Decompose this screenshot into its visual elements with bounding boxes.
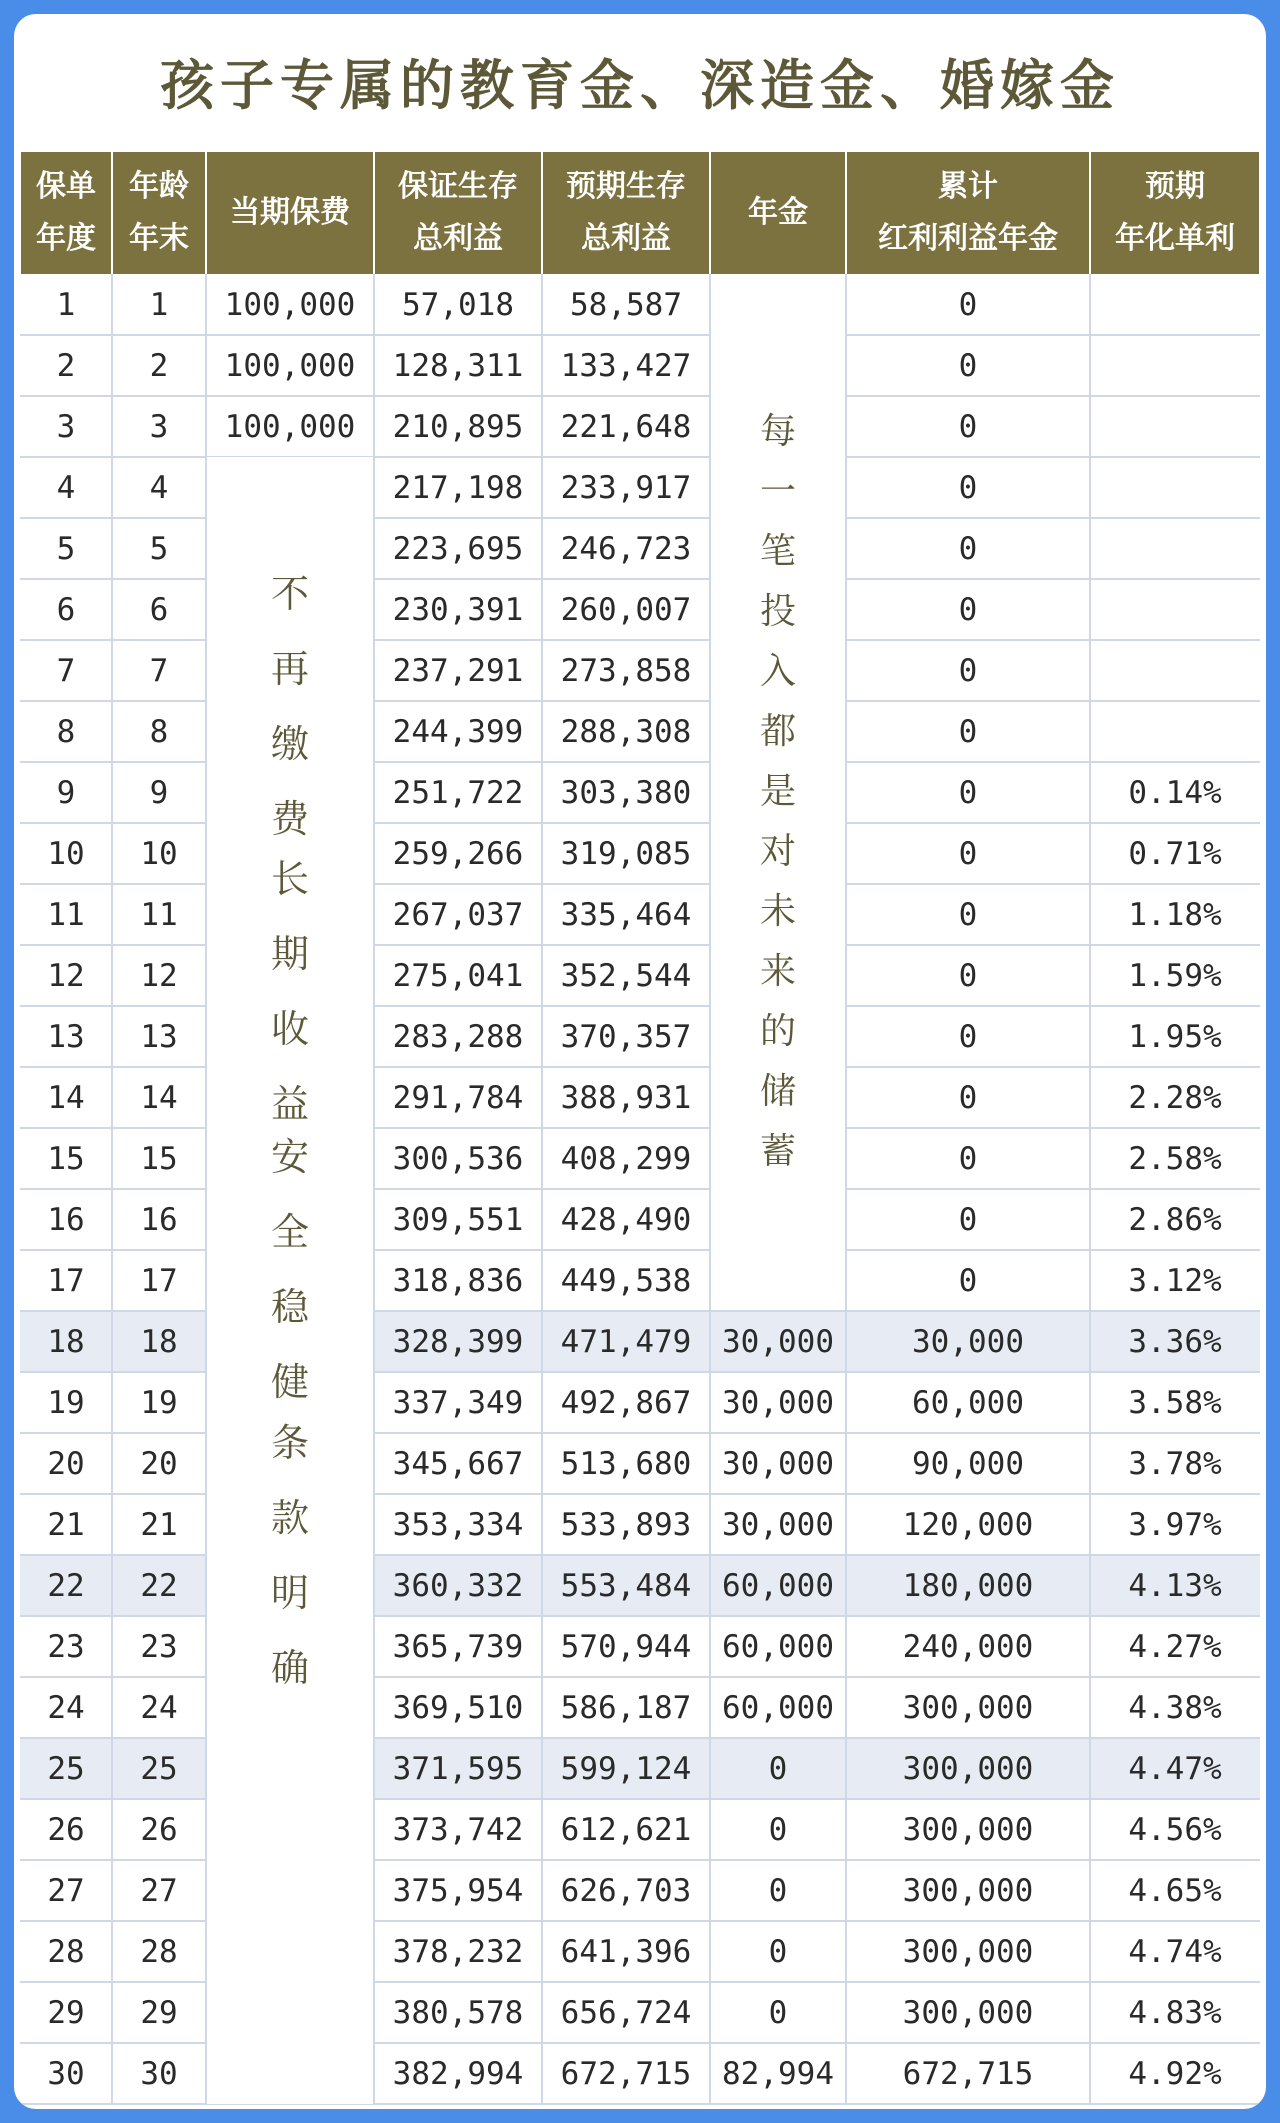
cell-policy-year: 10 <box>47 835 85 872</box>
cell-expected-benefit: 471,479 <box>560 1323 692 1360</box>
cell-age: 5 <box>149 530 169 567</box>
cell-cumulative-annuity: 0 <box>958 774 978 811</box>
cell-cumulative-annuity: 120,000 <box>902 1506 1034 1543</box>
cell-expected-benefit: 246,723 <box>560 530 692 567</box>
header-premium <box>207 152 373 274</box>
cell-annual-rate: 4.13% <box>1128 1567 1222 1604</box>
cell-age: 23 <box>140 1628 178 1665</box>
cell-annuity: 30,000 <box>722 1384 834 1421</box>
cell-annuity: 0 <box>768 1750 788 1787</box>
cell-guaranteed-benefit: 300,536 <box>392 1140 524 1177</box>
cell-cumulative-annuity: 0 <box>958 286 978 323</box>
header-age <box>113 152 205 274</box>
cell-cumulative-annuity: 90,000 <box>912 1445 1024 1482</box>
cell-annuity: 60,000 <box>722 1567 834 1604</box>
benefit-table <box>20 152 1260 2104</box>
cell-annual-rate: 0.71% <box>1128 835 1222 872</box>
cell-age: 15 <box>140 1140 178 1177</box>
cell-guaranteed-benefit: 275,041 <box>392 957 524 994</box>
cell-expected-benefit: 513,680 <box>560 1445 692 1482</box>
cell-policy-year: 23 <box>47 1628 85 1665</box>
cell-cumulative-annuity: 300,000 <box>902 1872 1034 1909</box>
cell-expected-benefit: 428,490 <box>560 1201 692 1238</box>
cell-guaranteed-benefit: 345,667 <box>392 1445 524 1482</box>
cell-annuity: 30,000 <box>722 1506 834 1543</box>
cell-policy-year: 29 <box>47 1994 85 2031</box>
cell-cumulative-annuity: 300,000 <box>902 1811 1034 1848</box>
cell-age: 11 <box>140 896 178 933</box>
header-line: 年化单利 <box>1115 221 1235 256</box>
cell-annual-rate <box>1090 335 1260 396</box>
header-guaranteed-benefit <box>375 152 541 274</box>
cell-annual-rate: 1.18% <box>1128 896 1222 933</box>
header-line: 年龄 <box>129 169 189 204</box>
cell-cumulative-annuity: 0 <box>958 1262 978 1299</box>
cell-policy-year: 2 <box>56 347 76 384</box>
header-line: 预期生存 <box>566 169 686 204</box>
header-line: 当期保费 <box>230 195 350 230</box>
cell-guaranteed-benefit: 371,595 <box>392 1750 524 1787</box>
cell-annual-rate: 4.92% <box>1128 2055 1222 2092</box>
cell-annual-rate: 3.97% <box>1128 1506 1222 1543</box>
header-cumulative-annuity <box>847 152 1089 274</box>
cell-annuity: 30,000 <box>722 1323 834 1360</box>
cell-policy-year: 30 <box>47 2055 85 2092</box>
cell-premium: 100,000 <box>224 347 356 384</box>
header-line: 总利益 <box>581 221 671 256</box>
cell-guaranteed-benefit: 244,399 <box>392 713 524 750</box>
cell-annual-rate: 4.27% <box>1128 1628 1222 1665</box>
cell-annual-rate: 4.47% <box>1128 1750 1222 1787</box>
header-expected-benefit <box>543 152 709 274</box>
header-line: 年度 <box>36 221 96 256</box>
cell-annual-rate: 4.74% <box>1128 1933 1222 1970</box>
cell-expected-benefit: 273,858 <box>560 652 692 689</box>
cell-expected-benefit: 492,867 <box>560 1384 692 1421</box>
header-line: 红利利益年金 <box>878 221 1058 256</box>
cell-guaranteed-benefit: 380,578 <box>392 1994 524 2031</box>
cell-cumulative-annuity: 240,000 <box>902 1628 1034 1665</box>
cell-guaranteed-benefit: 353,334 <box>392 1506 524 1543</box>
cell-age: 19 <box>140 1384 178 1421</box>
header-line: 保单 <box>36 169 96 204</box>
cell-guaranteed-benefit: 375,954 <box>392 1872 524 1909</box>
cell-annuity: 0 <box>768 1933 788 1970</box>
cell-expected-benefit: 335,464 <box>560 896 692 933</box>
cell-policy-year: 26 <box>47 1811 85 1848</box>
cell-policy-year: 3 <box>56 408 76 445</box>
cell-age: 27 <box>140 1872 178 1909</box>
cell-annuity: 0 <box>768 1811 788 1848</box>
cell-age: 9 <box>149 774 169 811</box>
cell-age: 24 <box>140 1689 178 1726</box>
cell-cumulative-annuity: 60,000 <box>912 1384 1024 1421</box>
cell-policy-year: 8 <box>56 713 76 750</box>
cell-guaranteed-benefit: 128,311 <box>392 347 524 384</box>
cell-annuity: 60,000 <box>722 1628 834 1665</box>
cell-age: 4 <box>149 469 169 506</box>
cell-policy-year: 14 <box>47 1079 85 1116</box>
cell-expected-benefit: 352,544 <box>560 957 692 994</box>
cell-age: 18 <box>140 1323 178 1360</box>
cell-cumulative-annuity: 0 <box>958 591 978 628</box>
cell-age: 25 <box>140 1750 178 1787</box>
cell-guaranteed-benefit: 230,391 <box>392 591 524 628</box>
cell-cumulative-annuity: 0 <box>958 1140 978 1177</box>
cell-expected-benefit: 599,124 <box>560 1750 692 1787</box>
cell-annual-rate: 4.65% <box>1128 1872 1222 1909</box>
cell-expected-benefit: 449,538 <box>560 1262 692 1299</box>
cell-expected-benefit: 570,944 <box>560 1628 692 1665</box>
cell-policy-year: 28 <box>47 1933 85 1970</box>
cell-annual-rate <box>1090 274 1260 335</box>
cell-guaranteed-benefit: 360,332 <box>392 1567 524 1604</box>
cell-expected-benefit: 533,893 <box>560 1506 692 1543</box>
cell-guaranteed-benefit: 365,739 <box>392 1628 524 1665</box>
header-line: 累计 <box>938 169 998 204</box>
header-policy-year <box>21 152 111 274</box>
cell-cumulative-annuity: 300,000 <box>902 1689 1034 1726</box>
cell-annual-rate <box>1090 518 1260 579</box>
cell-age: 8 <box>149 713 169 750</box>
cell-guaranteed-benefit: 291,784 <box>392 1079 524 1116</box>
page-title: 孩子专属的教育金、深造金、婚嫁金 <box>160 54 1120 117</box>
cell-policy-year: 17 <box>47 1262 85 1299</box>
premium-phrase: 不 再 缴 费 <box>270 572 309 841</box>
cell-cumulative-annuity: 672,715 <box>902 2055 1034 2092</box>
cell-expected-benefit: 58,587 <box>570 286 682 323</box>
cell-age: 17 <box>140 1262 178 1299</box>
cell-annual-rate <box>1090 640 1260 701</box>
cell-age: 16 <box>140 1201 178 1238</box>
premium-phrase: 安 全 稳 健 <box>270 1135 309 1404</box>
cell-policy-year: 7 <box>56 652 76 689</box>
cell-age: 1 <box>149 286 169 323</box>
cell-guaranteed-benefit: 378,232 <box>392 1933 524 1970</box>
cell-policy-year: 24 <box>47 1689 85 1726</box>
cell-cumulative-annuity: 300,000 <box>902 1994 1034 2031</box>
cell-age: 3 <box>149 408 169 445</box>
cell-age: 22 <box>140 1567 178 1604</box>
cell-guaranteed-benefit: 251,722 <box>392 774 524 811</box>
cell-expected-benefit: 370,357 <box>560 1018 692 1055</box>
cell-cumulative-annuity: 300,000 <box>902 1750 1034 1787</box>
header-line: 总利益 <box>413 221 503 256</box>
cell-annual-rate: 4.83% <box>1128 1994 1222 2031</box>
cell-annual-rate: 2.86% <box>1128 1201 1222 1238</box>
cell-policy-year: 18 <box>47 1323 85 1360</box>
cell-annual-rate: 2.28% <box>1128 1079 1222 1116</box>
cell-age: 10 <box>140 835 178 872</box>
cell-annual-rate <box>1090 701 1260 762</box>
cell-guaranteed-benefit: 328,399 <box>392 1323 524 1360</box>
cell-guaranteed-benefit: 259,266 <box>392 835 524 872</box>
cell-policy-year: 12 <box>47 957 85 994</box>
cell-guaranteed-benefit: 57,018 <box>402 286 514 323</box>
cell-age: 30 <box>140 2055 178 2092</box>
cell-expected-benefit: 260,007 <box>560 591 692 628</box>
cell-policy-year: 9 <box>56 774 76 811</box>
cell-cumulative-annuity: 0 <box>958 1018 978 1055</box>
cell-annual-rate: 3.12% <box>1128 1262 1222 1299</box>
cell-expected-benefit: 586,187 <box>560 1689 692 1726</box>
cell-expected-benefit: 319,085 <box>560 835 692 872</box>
cell-expected-benefit: 641,396 <box>560 1933 692 1970</box>
cell-age: 21 <box>140 1506 178 1543</box>
header-line: 年末 <box>129 221 189 256</box>
column-divider <box>111 274 113 2104</box>
cell-cumulative-annuity: 0 <box>958 835 978 872</box>
cell-annual-rate <box>1090 457 1260 518</box>
cell-expected-benefit: 672,715 <box>560 2055 692 2092</box>
cell-expected-benefit: 133,427 <box>560 347 692 384</box>
cell-expected-benefit: 303,380 <box>560 774 692 811</box>
header-line: 保证生存 <box>398 169 518 204</box>
cell-age: 29 <box>140 1994 178 2031</box>
cell-expected-benefit: 626,703 <box>560 1872 692 1909</box>
cell-cumulative-annuity: 0 <box>958 1201 978 1238</box>
cell-premium: 100,000 <box>224 408 356 445</box>
cell-annuity: 0 <box>768 1872 788 1909</box>
cell-cumulative-annuity: 0 <box>958 408 978 445</box>
cell-guaranteed-benefit: 382,994 <box>392 2055 524 2092</box>
cell-annual-rate: 4.38% <box>1128 1689 1222 1726</box>
cell-cumulative-annuity: 0 <box>958 530 978 567</box>
cell-annual-rate: 1.59% <box>1128 957 1222 994</box>
cell-policy-year: 5 <box>56 530 76 567</box>
cell-annual-rate: 1.95% <box>1128 1018 1222 1055</box>
cell-annuity: 0 <box>768 1994 788 2031</box>
cell-annual-rate: 3.58% <box>1128 1384 1222 1421</box>
header-annuity <box>711 152 845 274</box>
cell-cumulative-annuity: 0 <box>958 957 978 994</box>
cell-cumulative-annuity: 0 <box>958 347 978 384</box>
header-line: 年金 <box>748 195 808 230</box>
cell-cumulative-annuity: 0 <box>958 1079 978 1116</box>
cell-age: 6 <box>149 591 169 628</box>
cell-cumulative-annuity: 30,000 <box>912 1323 1024 1360</box>
cell-policy-year: 20 <box>47 1445 85 1482</box>
cell-policy-year: 19 <box>47 1384 85 1421</box>
cell-expected-benefit: 288,308 <box>560 713 692 750</box>
cell-expected-benefit: 233,917 <box>560 469 692 506</box>
cell-premium: 100,000 <box>224 286 356 323</box>
cell-policy-year: 21 <box>47 1506 85 1543</box>
cell-policy-year: 1 <box>56 286 76 323</box>
cell-expected-benefit: 656,724 <box>560 1994 692 2031</box>
cell-guaranteed-benefit: 337,349 <box>392 1384 524 1421</box>
cell-guaranteed-benefit: 223,695 <box>392 530 524 567</box>
cell-policy-year: 15 <box>47 1140 85 1177</box>
cell-age: 26 <box>140 1811 178 1848</box>
cell-age: 7 <box>149 652 169 689</box>
cell-age: 12 <box>140 957 178 994</box>
cell-guaranteed-benefit: 267,037 <box>392 896 524 933</box>
cell-cumulative-annuity: 0 <box>958 713 978 750</box>
column-divider <box>1089 274 1091 2104</box>
cell-age: 2 <box>149 347 169 384</box>
cell-policy-year: 25 <box>47 1750 85 1787</box>
cell-age: 20 <box>140 1445 178 1482</box>
cell-cumulative-annuity: 0 <box>958 469 978 506</box>
cell-policy-year: 27 <box>47 1872 85 1909</box>
cell-cumulative-annuity: 0 <box>958 896 978 933</box>
cell-expected-benefit: 612,621 <box>560 1811 692 1848</box>
cell-annual-rate: 4.56% <box>1128 1811 1222 1848</box>
cell-guaranteed-benefit: 283,288 <box>392 1018 524 1055</box>
cell-annual-rate: 3.78% <box>1128 1445 1222 1482</box>
annuity-phrase: 每 一 笔 投 入 都 是 对 未 来 的 储 蓄 <box>759 411 796 1172</box>
cell-age: 13 <box>140 1018 178 1055</box>
cell-annual-rate <box>1090 579 1260 640</box>
cell-expected-benefit: 408,299 <box>560 1140 692 1177</box>
cell-cumulative-annuity: 0 <box>958 652 978 689</box>
header-line: 预期 <box>1145 169 1205 204</box>
cell-cumulative-annuity: 300,000 <box>902 1933 1034 1970</box>
cell-annual-rate <box>1090 396 1260 457</box>
cell-cumulative-annuity: 180,000 <box>902 1567 1034 1604</box>
cell-policy-year: 16 <box>47 1201 85 1238</box>
cell-annual-rate: 3.36% <box>1128 1323 1222 1360</box>
cell-guaranteed-benefit: 373,742 <box>392 1811 524 1848</box>
cell-guaranteed-benefit: 210,895 <box>392 408 524 445</box>
cell-policy-year: 11 <box>47 896 85 933</box>
cell-guaranteed-benefit: 237,291 <box>392 652 524 689</box>
cell-guaranteed-benefit: 318,836 <box>392 1262 524 1299</box>
cell-age: 28 <box>140 1933 178 1970</box>
cell-policy-year: 13 <box>47 1018 85 1055</box>
cell-guaranteed-benefit: 217,198 <box>392 469 524 506</box>
cell-expected-benefit: 388,931 <box>560 1079 692 1116</box>
cell-expected-benefit: 221,648 <box>560 408 692 445</box>
cell-policy-year: 22 <box>47 1567 85 1604</box>
cell-guaranteed-benefit: 309,551 <box>392 1201 524 1238</box>
cell-annuity: 30,000 <box>722 1445 834 1482</box>
cell-annuity: 82,994 <box>722 2055 834 2092</box>
infographic-card <box>14 14 1266 2109</box>
cell-policy-year: 6 <box>56 591 76 628</box>
cell-policy-year: 4 <box>56 469 76 506</box>
cell-guaranteed-benefit: 369,510 <box>392 1689 524 1726</box>
column-divider <box>541 274 543 2104</box>
cell-annual-rate: 0.14% <box>1128 774 1222 811</box>
header-annual-rate <box>1091 152 1259 274</box>
cell-annual-rate: 2.58% <box>1128 1140 1222 1177</box>
cell-annuity: 60,000 <box>722 1689 834 1726</box>
premium-phrase: 条 款 明 确 <box>270 1421 309 1690</box>
cell-expected-benefit: 553,484 <box>560 1567 692 1604</box>
cell-age: 14 <box>140 1079 178 1116</box>
premium-phrase: 长 期 收 益 <box>270 857 309 1126</box>
